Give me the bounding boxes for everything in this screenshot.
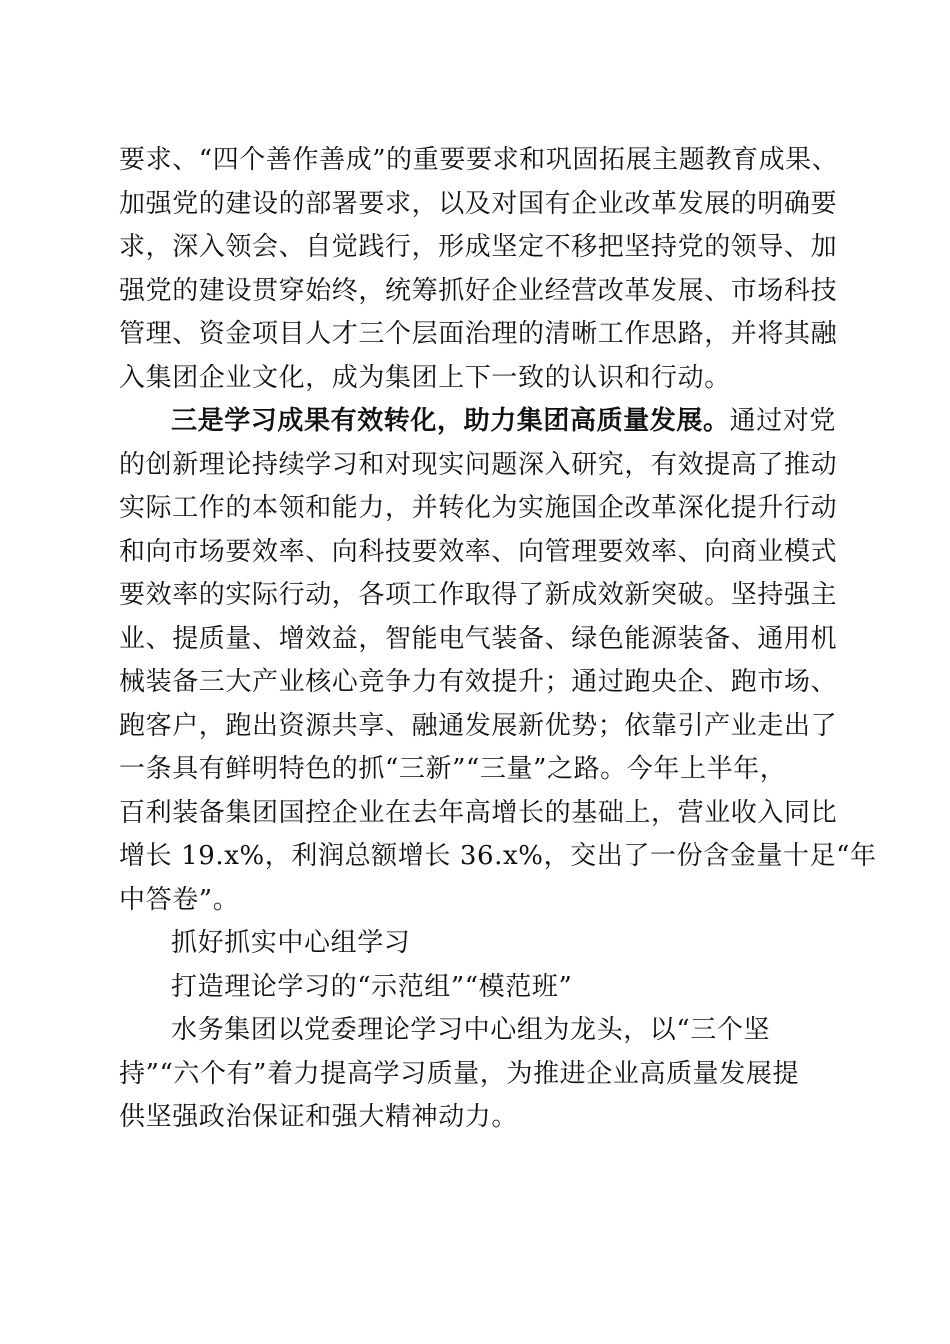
section-subheading: [119, 966, 839, 1010]
text-fragment: 通过对党: [729, 406, 837, 436]
text-line: 管理、资金项目人才三个层面治理的清晰工作思路，并将其融: [119, 319, 838, 349]
text-line: 要求、“四个善作善成”的重要要求和巩固拓展主题教育成果、: [119, 145, 839, 175]
heading-line: 抓好抓实中心组学习: [171, 928, 411, 958]
subheading-line: 打造理论学习的“示范组”“模范班”: [171, 971, 573, 1002]
document-body: [119, 139, 877, 1140]
text-line: 业、提质量、增效益，智能电气装备、绿色能源装备、通用机: [119, 623, 838, 654]
text-line: 中答卷”。: [119, 884, 240, 915]
text-line: 求，深入领会、自觉践行，形成坚定不移把坚持党的领导、加: [119, 232, 838, 262]
paragraph-learning-results: [119, 400, 877, 922]
text-line: 强党的建设贯穿始终，统筹抓好企业经营改革发展、市场科技: [119, 275, 838, 306]
paragraph-requirements: [119, 139, 839, 400]
text-line: 和向市场要效率、向科技要效率、向管理要效率、向商业模式: [119, 536, 838, 567]
text-line: 持”“六个有”着力提高学习质量，为推进企业高质量发展提: [119, 1058, 800, 1089]
text-line: 入集团企业文化，成为集团上下一致的认识和行动。: [119, 362, 731, 393]
text-line-first: [119, 400, 839, 444]
text-line: 要效率的实际行动，各项工作取得了新成效新突破。坚持强主: [119, 580, 838, 610]
text-line-first: 水务集团以党委理论学习中心组为龙头，以“三个坚: [171, 1015, 771, 1045]
text-line: 供坚强政治保证和强大精神动力。: [119, 1102, 519, 1132]
bold-lead-sentence: 三是学习成果有效转化，助力集团高质量发展。: [171, 406, 730, 436]
text-line: 加强党的建设的部署要求，以及对国有企业改革发展的明确要: [119, 188, 838, 219]
text-line: 百利装备集团国控企业在去年高增长的基础上，营业收入同比: [119, 797, 838, 828]
text-line: 实际工作的本领和能力，并转化为实施国企改革深化提升行动: [119, 493, 838, 523]
text-line: 跑客户，跑出资源共享、融通发展新优势；依靠引产业走出了: [119, 710, 838, 741]
text-line: 一条具有鲜明特色的抓“三新”“三量”之路。今年上半年，: [119, 754, 787, 784]
section-heading: [119, 922, 839, 966]
paragraph-water-group: [119, 1009, 839, 1140]
text-line: 增长 19.x%，利润总额增长 36.x%，交出了一份含金量十足“年: [119, 841, 877, 871]
text-line: 的创新理论持续学习和对现实问题深入研究，有效提高了推动: [119, 449, 838, 480]
text-line: 械装备三大产业核心竞争力有效提升；通过跑央企、跑市场、: [119, 667, 838, 697]
